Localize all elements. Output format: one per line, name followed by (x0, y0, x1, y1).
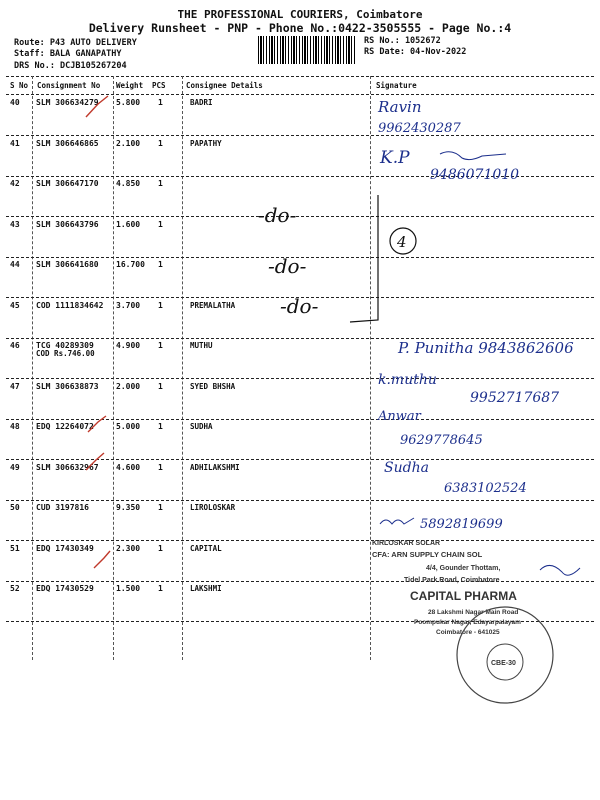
weight-value: 5.000 (116, 422, 141, 431)
serial-number: 51 (10, 544, 20, 553)
signature-scribble (540, 565, 580, 575)
consignment-number: TCG 40289309 (36, 341, 94, 350)
consignee-name: PAPATHY (190, 139, 222, 148)
consignment-number: SLM 306641680 (36, 260, 99, 269)
pieces-count: 1 (158, 179, 163, 188)
consignee-name: ADHILAKSHMI (190, 463, 240, 472)
pieces-count: 1 (158, 503, 163, 512)
consignee-name: LAKSHMI (190, 584, 222, 593)
weight-value: 16.700 (116, 260, 145, 269)
signature-46-phone: 9952717687 (470, 390, 560, 406)
consignment-number: SLM 306632967 (36, 463, 99, 472)
consignment-number: EDQ 12264072 (36, 422, 94, 431)
consignment-number: EDQ 17430529 (36, 584, 94, 593)
serial-number: 42 (10, 179, 20, 188)
consignment-number: SLM 306634279 (36, 98, 99, 107)
consignee-name: BADRI (190, 98, 213, 107)
pieces-count: 1 (158, 260, 163, 269)
serial-number: 49 (10, 463, 20, 472)
ditto-mark: -do- (258, 203, 297, 227)
signature-scribble (440, 152, 506, 160)
weight-value: 3.700 (116, 301, 141, 310)
serial-number: 46 (10, 341, 20, 350)
consignment-number: SLM 306646865 (36, 139, 99, 148)
weight-value: 9.350 (116, 503, 141, 512)
pieces-count: 1 (158, 463, 163, 472)
serial-number: 41 (10, 139, 20, 148)
consignment-number: COD 1111834642 (36, 301, 104, 310)
stamp-line: 4/4, Gounder Thottam, (426, 565, 501, 572)
tick-mark (88, 416, 106, 432)
seal-code: CBE-30 (491, 660, 516, 667)
tick-mark (94, 551, 110, 568)
ditto-mark: -do- (268, 254, 307, 278)
signature-41-name: K.P (380, 148, 410, 168)
pieces-count: 1 (158, 422, 163, 431)
col-header-signature: Signature (376, 81, 417, 90)
staff-label: Staff: BALA GANAPATHY (14, 49, 122, 59)
weight-value: 2.100 (116, 139, 141, 148)
pieces-count: 1 (158, 584, 163, 593)
tick-mark (86, 453, 104, 470)
signature-40-name: Ravin (378, 98, 422, 116)
weight-value: 5.800 (116, 98, 141, 107)
company-title: THE PROFESSIONAL COURIERS, Coimbatore (177, 8, 423, 21)
col-header-consignment: Consignment No (37, 81, 101, 90)
pieces-count: 1 (158, 98, 163, 107)
stamp-line: Tidel Park Road, Coimbatore (404, 577, 500, 584)
pieces-count: 1 (158, 220, 163, 229)
weight-value: 2.300 (116, 544, 141, 553)
weight-value: 2.000 (116, 382, 141, 391)
rs-number: RS No.: 1052672 (364, 36, 441, 46)
consignee-name: CAPITAL (190, 544, 222, 553)
route-label: Route: P43 AUTO DELIVERY (14, 38, 137, 48)
col-header-sno: S No (10, 81, 29, 90)
weight-value: 4.900 (116, 341, 141, 350)
serial-number: 50 (10, 503, 20, 512)
ditto-mark: -do- (280, 294, 319, 318)
serial-number: 45 (10, 301, 20, 310)
weight-value: 1.600 (116, 220, 141, 229)
serial-number: 47 (10, 382, 20, 391)
stamp-line: KIRLOSKAR SOLAR (372, 540, 441, 547)
signature-41-phone: 9486071010 (430, 167, 520, 183)
serial-number: 44 (10, 260, 20, 269)
serial-number: 52 (10, 584, 20, 593)
pieces-count: 1 (158, 382, 163, 391)
cod-amount-note: COD Rs.746.00 (36, 349, 95, 358)
serial-number: 40 (10, 98, 20, 107)
bracket-line (350, 195, 378, 322)
drs-number: DRS No.: DCJB105267204 (14, 61, 127, 71)
consignment-number: SLM 306643796 (36, 220, 99, 229)
col-header-weight: Weight (116, 81, 144, 90)
signature-46-name: k.muthu (378, 372, 437, 388)
weight-value: 1.500 (116, 584, 141, 593)
consignee-name: PREMALATHA (190, 301, 236, 310)
pieces-count: 1 (158, 301, 163, 310)
pieces-count: 1 (158, 341, 163, 350)
consignment-number: SLM 306638873 (36, 382, 99, 391)
pieces-count: 1 (158, 544, 163, 553)
stamp-line: CFA: ARN SUPPLY CHAIN SOL (372, 550, 483, 559)
signature-47-name: Anwar (378, 409, 421, 424)
signature-40-phone: 9962430287 (378, 121, 461, 136)
rs-date: RS Date: 04-Nov-2022 (364, 47, 467, 57)
signature-47-phone: 9629778645 (400, 433, 483, 448)
col-header-consignee: Consignee Details (186, 81, 263, 90)
stamp-capital-line: 28 Lakshmi Nagar Main Road (428, 609, 519, 616)
consignee-name: MUTHU (190, 341, 213, 350)
consignee-name: LIROLOSKAR (190, 503, 236, 512)
consignment-number: CUD 3197816 (36, 503, 89, 512)
signature-scribble (380, 518, 414, 524)
col-header-pcs: PCS (152, 81, 166, 90)
signature-48-name: Sudha (384, 460, 429, 476)
signature-45: P. Punitha 9843862606 (398, 339, 574, 357)
consignment-number: SLM 306647170 (36, 179, 99, 188)
stamp-capital-line: Poompukar Nagar, Edayarpalayam (414, 619, 521, 626)
consignment-number: EDQ 17430349 (36, 544, 94, 553)
stamp-capital-title: CAPITAL PHARMA (410, 589, 517, 603)
runsheet-subtitle: Delivery Runsheet - PNP - Phone No.:0422-3505555 - Page No.:4 (88, 21, 512, 35)
consignee-name: SYED BHSHA (190, 382, 236, 391)
stamp-capital-line: Coimbatore - 641025 (436, 629, 500, 636)
signature-49-phone: 5892819699 (420, 517, 503, 532)
weight-value: 4.850 (116, 179, 141, 188)
weight-value: 4.600 (116, 463, 141, 472)
serial-number: 48 (10, 422, 20, 431)
circled-count: 4 (397, 233, 407, 251)
tick-mark (86, 96, 108, 117)
consignee-name: SUDHA (190, 422, 213, 431)
serial-number: 43 (10, 220, 20, 229)
pieces-count: 1 (158, 139, 163, 148)
signature-48-phone: 6383102524 (444, 481, 527, 496)
